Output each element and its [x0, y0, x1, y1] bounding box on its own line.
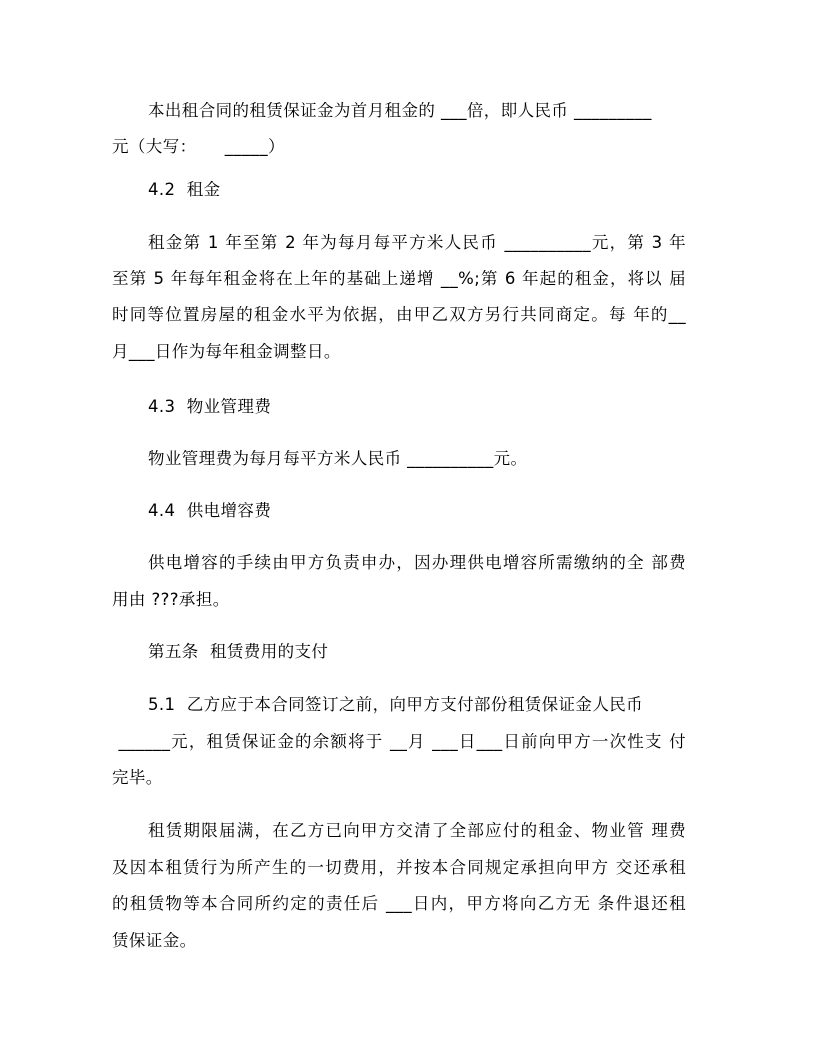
refund-text-line-2: 及因本租赁行为所产生的一切费用，并按本合同规定承担向甲方 交还承租 — [112, 858, 686, 877]
payment-text-line-1: 5.1 乙方应于本合同签订之前，向甲方支付部份租赁保证金人民币 — [148, 695, 644, 714]
rent-text-line-2: 至第 5 年每年租金将在上年的基础上递增 __%;第 6 年起的租金，将以 届 — [112, 269, 686, 288]
rent-text-line-3: 时同等位置房屋的租金水平为依据，由甲乙双方另行共同商定。每 年的__ — [112, 305, 686, 324]
property-fee-text: 物业管理费为每月每平方米人民币 __________元。 — [148, 449, 528, 468]
refund-text-line-4: 赁保证金。 — [112, 931, 197, 950]
rent-text-line-1: 租金第 1 年至第 2 年为每月每平方米人民币 __________元，第 3 年 — [148, 233, 686, 252]
power-fee-text-line-1: 供电增容的手续由甲方负责申办，因办理供电增容所需缴纳的全 部费 — [148, 553, 686, 572]
section-4-2-heading: 4.2 租金 — [148, 180, 221, 199]
section-4-4-heading: 4.4 供电增容费 — [148, 501, 272, 520]
article-5-heading: 第五条 租赁费用的支付 — [148, 642, 329, 661]
refund-text-line-3: 的租赁物等本合同所约定的责任后 ___日内，甲方将向乙方无 条件退还租 — [112, 894, 686, 913]
deposit-text-line-1: 本出租合同的租赁保证金为首月租金的 ___倍，即人民币 _________ — [148, 101, 652, 120]
refund-text-line-1: 租赁期限届满，在乙方已向甲方交清了全部应付的租金、物业管 理费 — [148, 821, 686, 840]
payment-text-line-2: ______元，租赁保证金的余额将于 __月 ___日___日前向甲方一次性支 付 — [112, 732, 686, 751]
deposit-text-line-2: 元（大写： _____） — [112, 137, 285, 156]
section-4-3-heading: 4.3 物业管理费 — [148, 397, 272, 416]
payment-text-line-3: 完毕。 — [112, 768, 163, 787]
rent-text-line-4: 月___日作为每年租金调整日。 — [112, 342, 341, 361]
power-fee-text-line-2: 用由 ???承担。 — [112, 590, 230, 609]
